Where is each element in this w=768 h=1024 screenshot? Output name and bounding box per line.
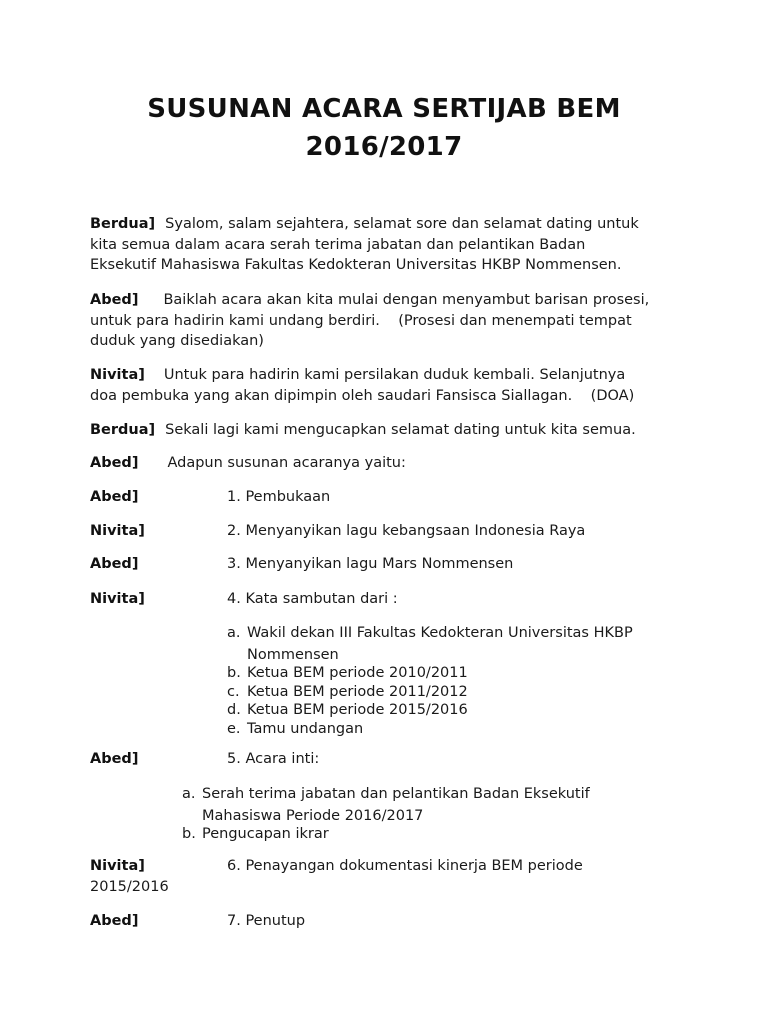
list-item — [182, 785, 590, 825]
paragraph-line: untuk para hadirin kami undang berdiri. (Prosesi dan menempati tempat — [90, 312, 632, 329]
list-item — [227, 624, 633, 664]
paragraph-line: Eksekutif Mahasiswa Fakultas Kedokteran Universitas HKBP Nommensen. — [90, 257, 622, 273]
list-marker: a. — [182, 786, 196, 802]
speaker-label: Abed] — [90, 913, 139, 929]
agenda-item-text: 6. Penayangan dokumentasi kinerja BEM periode — [227, 858, 583, 874]
agenda-item-text: 5. Acara inti: — [227, 751, 320, 767]
agenda-item-text: 3. Menyanyikan lagu Mars Nommensen — [227, 556, 514, 572]
speaker-label: Berdua] — [90, 422, 156, 438]
paragraph-line: doa pembuka yang akan dipimpin oleh saudari Fansisca Siallagan. (DOA) — [90, 387, 635, 404]
script-paragraph-abed-agenda-intro — [90, 453, 680, 474]
list-item-line: Nommensen — [247, 646, 339, 663]
list-item-line: Ketua BEM periode 2010/2011 — [247, 665, 468, 681]
script-paragraph-abed-procession — [90, 290, 680, 352]
agenda-item-text: 4. Kata sambutan dari : — [227, 591, 398, 607]
speaker-label: Nivita] — [90, 858, 145, 874]
list-item-line: Wakil dekan III Fakultas Kedokteran Universitas HKBP — [247, 625, 633, 641]
agenda-row — [90, 856, 680, 900]
agenda-item-text: 2. Menyanyikan lagu kebangsaan Indonesia Raya — [227, 523, 586, 539]
speaker-label: Nivita] — [90, 367, 145, 383]
list-item-line: Tamu undangan — [247, 720, 364, 737]
speaker-label: Nivita] — [90, 523, 145, 539]
paragraph-line: Baiklah acara akan kita mulai dengan menyambut barisan prosesi, — [163, 292, 650, 308]
list-item — [227, 720, 633, 739]
paragraph-line: duduk yang disediakan) — [90, 333, 264, 349]
speaker-label: Abed] — [90, 556, 139, 572]
list-marker: b. — [227, 665, 241, 681]
agenda-item-text: 7. Penutup — [227, 913, 306, 929]
list-item — [227, 664, 633, 683]
list-item — [227, 683, 633, 702]
script-paragraph-berdua-welcome — [90, 420, 680, 441]
paragraph-line: Syalom, salam sejahtera, selamat sore dan selamat dating untuk — [165, 216, 639, 232]
paragraph-line: Untuk para hadirin kami persilakan duduk kembali. Selanjutnya — [163, 367, 626, 383]
paragraph-line: kita semua dalam acara serah terima jabatan dan pelantikan Badan — [90, 236, 586, 253]
acara-inti-list — [182, 785, 590, 844]
speaker-label: Abed] — [90, 455, 139, 471]
list-item-line: Pengucapan ikrar — [202, 826, 329, 842]
paragraph-line: Sekali lagi kami mengucapkan selamat dating untuk kita semua. — [165, 422, 636, 438]
sambutan-list — [227, 624, 633, 738]
list-marker: d. — [227, 702, 241, 718]
speaker-label: Abed] — [90, 489, 139, 505]
list-item-line: Mahasiswa Periode 2016/2017 — [202, 807, 424, 824]
list-item-line: Ketua BEM periode 2015/2016 — [247, 702, 468, 718]
title-line-2: 2016/2017 — [305, 132, 463, 162]
script-paragraph-nivita-prayer — [90, 365, 680, 406]
speaker-label: Berdua] — [90, 216, 156, 232]
document-title — [0, 90, 768, 166]
speaker-label: Nivita] — [90, 591, 145, 607]
speaker-label: Abed] — [90, 292, 139, 308]
list-marker: e. — [227, 720, 241, 737]
list-item-line: Serah terima jabatan dan pelantikan Badan Eksekutif — [202, 786, 590, 802]
list-item — [227, 701, 633, 720]
list-marker: a. — [227, 625, 241, 641]
script-paragraph-berdua-opening — [90, 214, 680, 276]
list-marker: b. — [182, 826, 196, 842]
list-item-line: Ketua BEM periode 2011/2012 — [247, 683, 468, 700]
speaker-label: Abed] — [90, 751, 139, 767]
title-line-1: SUSUNAN ACARA SERTIJAB BEM — [147, 94, 621, 124]
agenda-item-text: 1. Pembukaan — [227, 489, 331, 505]
list-item — [182, 825, 590, 844]
list-marker: c. — [227, 683, 240, 700]
paragraph-line: Adapun susunan acaranya yaitu: — [167, 455, 406, 471]
agenda-item-continuation: 2015/2016 — [90, 879, 169, 895]
